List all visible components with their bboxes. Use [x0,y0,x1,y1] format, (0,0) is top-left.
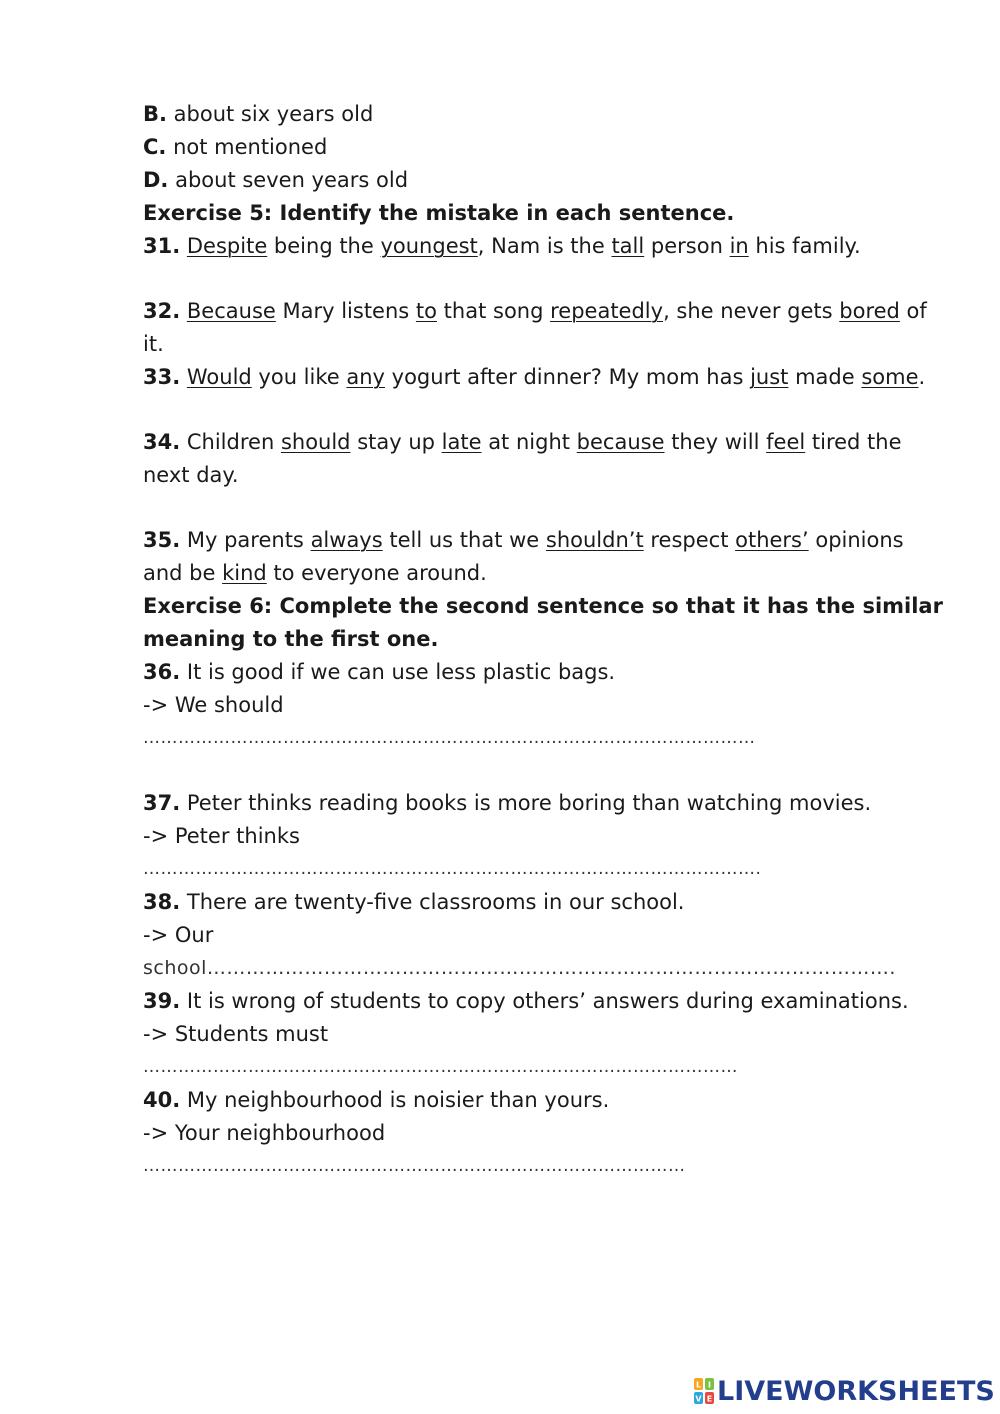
option-c: C. not mentioned [143,135,328,159]
exercise-5-heading: Exercise 5: Identify the mistake in each sentence. [143,201,735,225]
underlined-word: youngest [380,234,478,258]
question-33: 33. Would you like any yogurt after dinner? My mom has just made some. [143,365,926,389]
liveworksheets-logo-text: LIVEWORKSHEETS [717,1375,995,1407]
answer-line-39[interactable]: ………………………………………………………………………………………… [143,1057,738,1077]
underlined-word: feel [766,430,806,454]
question-38: 38. There are twenty-five classrooms in our school. [143,890,685,914]
liveworksheets-logo-mark-icon [693,1377,715,1405]
liveworksheets-logo [693,1374,995,1408]
question-35-cont: and be kind to everyone around. [143,561,487,585]
question-32-cont: it. [143,332,164,356]
question-39-prompt: -> Students must [143,1022,329,1046]
underlined-word: bored [839,299,900,323]
question-40-prompt: -> Your neighbourhood [143,1121,386,1145]
svg-text:I: I [708,1380,711,1390]
answer-line-38[interactable]: school……………………………………………………………………………………………. [143,957,896,979]
question-34-cont: next day. [143,463,239,487]
svg-text:L: L [695,1380,702,1390]
svg-text:E: E [706,1394,713,1404]
underlined-word: repeatedly [550,299,664,323]
underlined-word: late [441,430,482,454]
underlined-word: tall [611,234,645,258]
question-38-prompt: -> Our [143,923,214,947]
question-40: 40. My neighbourhood is noisier than yours. [143,1088,610,1112]
question-35: 35. My parents always tell us that we shouldn’t respect others’ opinions [143,528,904,552]
underlined-word: Because [186,299,276,323]
question-39: 39. It is wrong of students to copy others’ answers during examinations. [143,989,909,1013]
question-31: 31. Despite being the youngest, Nam is the tall person in his family. [143,234,861,258]
answer-line-37[interactable]: ……………………………………………………………………………………………. [143,859,762,879]
underlined-word: in [729,234,749,258]
answer-line-36[interactable]: …………………………………………………………………………………………… [143,728,756,748]
underlined-word: Despite [186,234,268,258]
underlined-word: others’ [735,528,809,552]
question-32: 32. Because Mary listens to that song repeatedly, she never gets bored of [143,299,927,323]
question-36-prompt: -> We should [143,693,284,717]
answer-line-40[interactable]: ………………………………………………………………………………… [143,1156,686,1176]
exercise-6-heading: Exercise 6: Complete the second sentence so that it has the similar [143,594,943,618]
question-37: 37. Peter thinks reading books is more boring than watching movies. [143,791,872,815]
option-d: D. about seven years old [143,168,409,192]
question-36: 36. It is good if we can use less plastic bags. [143,660,616,684]
underlined-word: Would [186,365,252,389]
underlined-word: just [750,365,789,389]
underlined-word: to [415,299,437,323]
underlined-word: should [280,430,351,454]
underlined-word: shouldn’t [545,528,644,552]
question-37-prompt: -> Peter thinks [143,824,300,848]
underlined-word: always [310,528,383,552]
underlined-word: kind [222,561,267,585]
underlined-word: because [576,430,665,454]
underlined-word: any [346,365,385,389]
exercise-6-heading-cont: meaning to the first one. [143,627,439,651]
underlined-word: some [861,365,919,389]
question-34: 34. Children should stay up late at night because they will feel tired the [143,430,902,454]
option-b: B. about six years old [143,102,374,126]
svg-text:V: V [695,1394,702,1404]
worksheet-page [143,98,943,1183]
